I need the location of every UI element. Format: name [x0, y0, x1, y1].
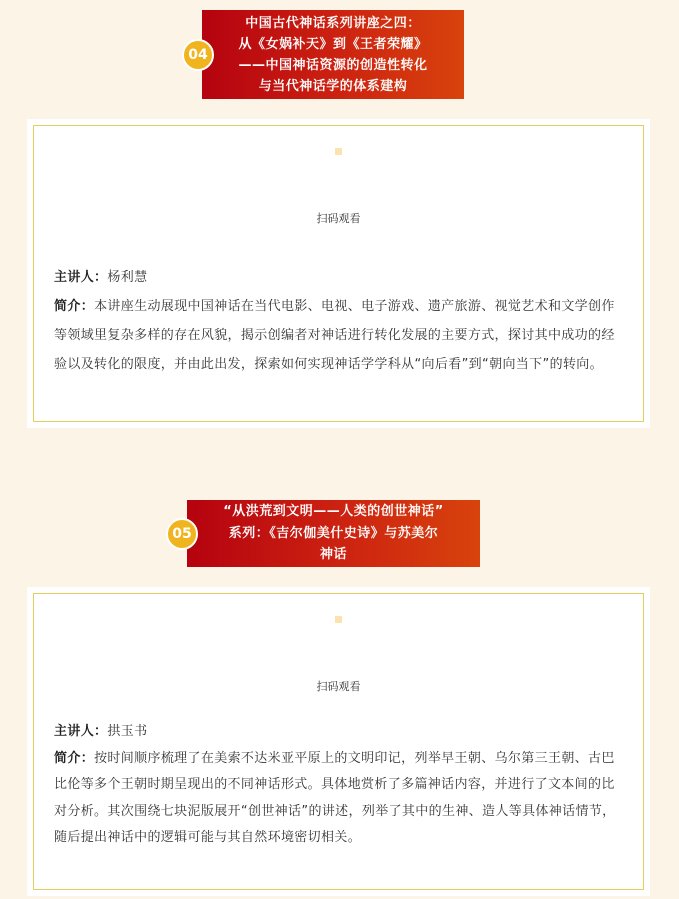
speaker-row — [54, 263, 625, 292]
intro-text: 按时间顺序梳理了在美索不达米亚平原上的文明印记，列举早王朝、乌尔第三王朝、古巴比伦等多个王朝时期呈现出的不同神话形式。具体地赏析了多篇神话内容，并进行了文本间的比对分析。其次围绕七块泥版展开“创世神话”的讲述，列举了其中的生神、造人等具体神话情节，随后提出神话中的逻辑可能与其自然环境密切相关。 — [54, 750, 616, 845]
intro-text: 本讲座生动展现中国神话在当代电影、电视、电子游戏、遗产旅游、视觉艺术和文学创作等领域里复杂多样的存在风貌，揭示创编者对神话进行转化发展的主要方式，探讨其中成功的经验以及转化的限度，并由此出发，探索如何实现神话学学科从“向后看”到“朝向当下”的转向。 — [54, 299, 615, 372]
lecture-title-banner — [202, 10, 464, 99]
scan-to-watch-label: 扫码观看 — [316, 680, 361, 693]
intro-label: 简介： — [54, 750, 95, 766]
lecture-title-line: 神话 — [319, 547, 347, 562]
lecture-title-line: 系列：《吉尔伽美什史诗》与苏美尔 — [228, 525, 439, 541]
qr-code-image[interactable] — [335, 148, 342, 155]
lecture-title-line: “从洪荒到文明——人类的创世神话” — [223, 504, 444, 519]
lecture-number-badge: 05 — [166, 518, 198, 550]
lecture-title-line: ——中国神话资源的创造性转化 — [238, 58, 428, 73]
speaker-name: 杨利慧 — [107, 270, 148, 285]
intro-paragraph — [54, 746, 625, 852]
speaker-row — [54, 719, 625, 746]
speaker-label: 主讲人： — [54, 724, 108, 739]
lecture-info — [54, 719, 625, 852]
scan-to-watch-label: 扫码观看 — [316, 212, 361, 225]
lecture-04 — [0, 0, 679, 372]
speaker-name: 拱玉书 — [107, 724, 148, 739]
lecture-info — [54, 263, 625, 379]
lecture-card-frame — [33, 593, 644, 890]
lecture-card-frame — [33, 125, 644, 422]
lecture-title-line: 中国古代神话系列讲座之四： — [245, 16, 421, 31]
lecture-05 — [0, 490, 679, 845]
lecture-card — [27, 119, 650, 428]
lecture-number-badge: 04 — [182, 39, 214, 71]
lecture-header — [0, 490, 679, 590]
lecture-title-banner — [187, 500, 480, 567]
lecture-title-line: 从《女娲补天》到《王者荣耀》 — [238, 37, 428, 52]
intro-label: 简介： — [54, 299, 95, 314]
lecture-card — [27, 587, 650, 896]
lecture-header — [0, 0, 679, 100]
lecture-title-line: 与当代神话学的体系建构 — [258, 79, 408, 94]
speaker-label: 主讲人： — [54, 270, 108, 285]
qr-code-image[interactable] — [335, 616, 342, 623]
intro-paragraph — [54, 292, 625, 379]
